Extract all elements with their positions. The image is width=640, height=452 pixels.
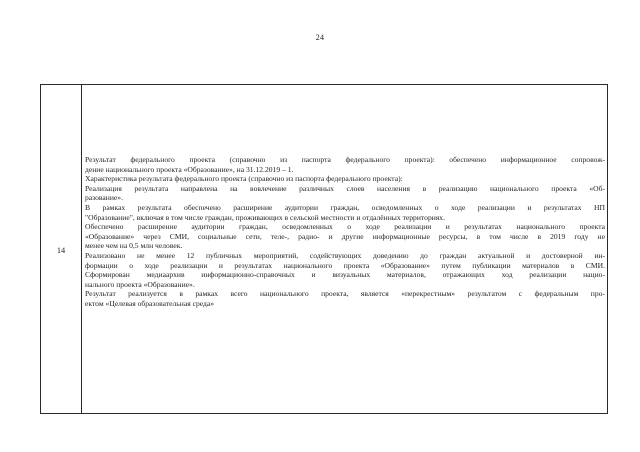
text-line: Реализация результата направлена на вовлечение различных слоев населения в реализацию национального проекта «Об- [85, 183, 605, 193]
text-line: формации о ходе реализации и результатах национального проекта «Образование» путем публикации материалов в СМИ. [85, 260, 605, 270]
text-line: Обеспечено расширение аудитории граждан, осведомленных о ходе реализации и результатах национального проекта [85, 222, 605, 232]
column-divider [81, 85, 82, 413]
text-line: Сформирован медиаархив информационно-справочных и визуальных материалов, отражающих ход реализации нацио- [85, 270, 605, 280]
text-line: менее чем на 0,5 млн человек. [85, 241, 183, 251]
text-line: «Образование» через СМИ, социальные сети, теле-, радио- и другие информационные ресурсы, в том числе в 2019 году не [85, 231, 605, 241]
page-number: 24 [315, 33, 325, 42]
text-line: Результат реализуется в рамках всего национального проекта, является «перекрестным» результатом с федеральным про- [85, 289, 605, 299]
text-line: дение национального проекта «Образование», на 31.12.2019 – 1. [85, 164, 294, 174]
text-line: Результат федерального проекта (справочно из паспорта федерального проекта): обеспечено информационное сопровож- [85, 155, 605, 164]
text-line: нального проекта «Образование». [85, 279, 195, 289]
report-table [40, 84, 608, 414]
text-line: ектом «Целевая образовательная среда» [85, 298, 215, 308]
text-line: Реализовано не менее 12 публичных мероприятий, содействующих доведению до граждан актуальной и достоверной ин- [85, 250, 605, 260]
row-description [85, 155, 605, 309]
text-line: "Образование", включая в том числе граждан, проживающих в сельской местности и отдалённых территориях. [85, 212, 445, 222]
text-line: В рамках результата обеспечено расширение аудитории граждан, осведомленных о ходе реализации и результатах НП [85, 202, 605, 212]
text-line: Характеристика результата федерального проекта (справочно из паспорта федерального проекта): [85, 174, 403, 184]
text-line: разование». [85, 193, 123, 203]
row-number: 14 [56, 246, 66, 255]
